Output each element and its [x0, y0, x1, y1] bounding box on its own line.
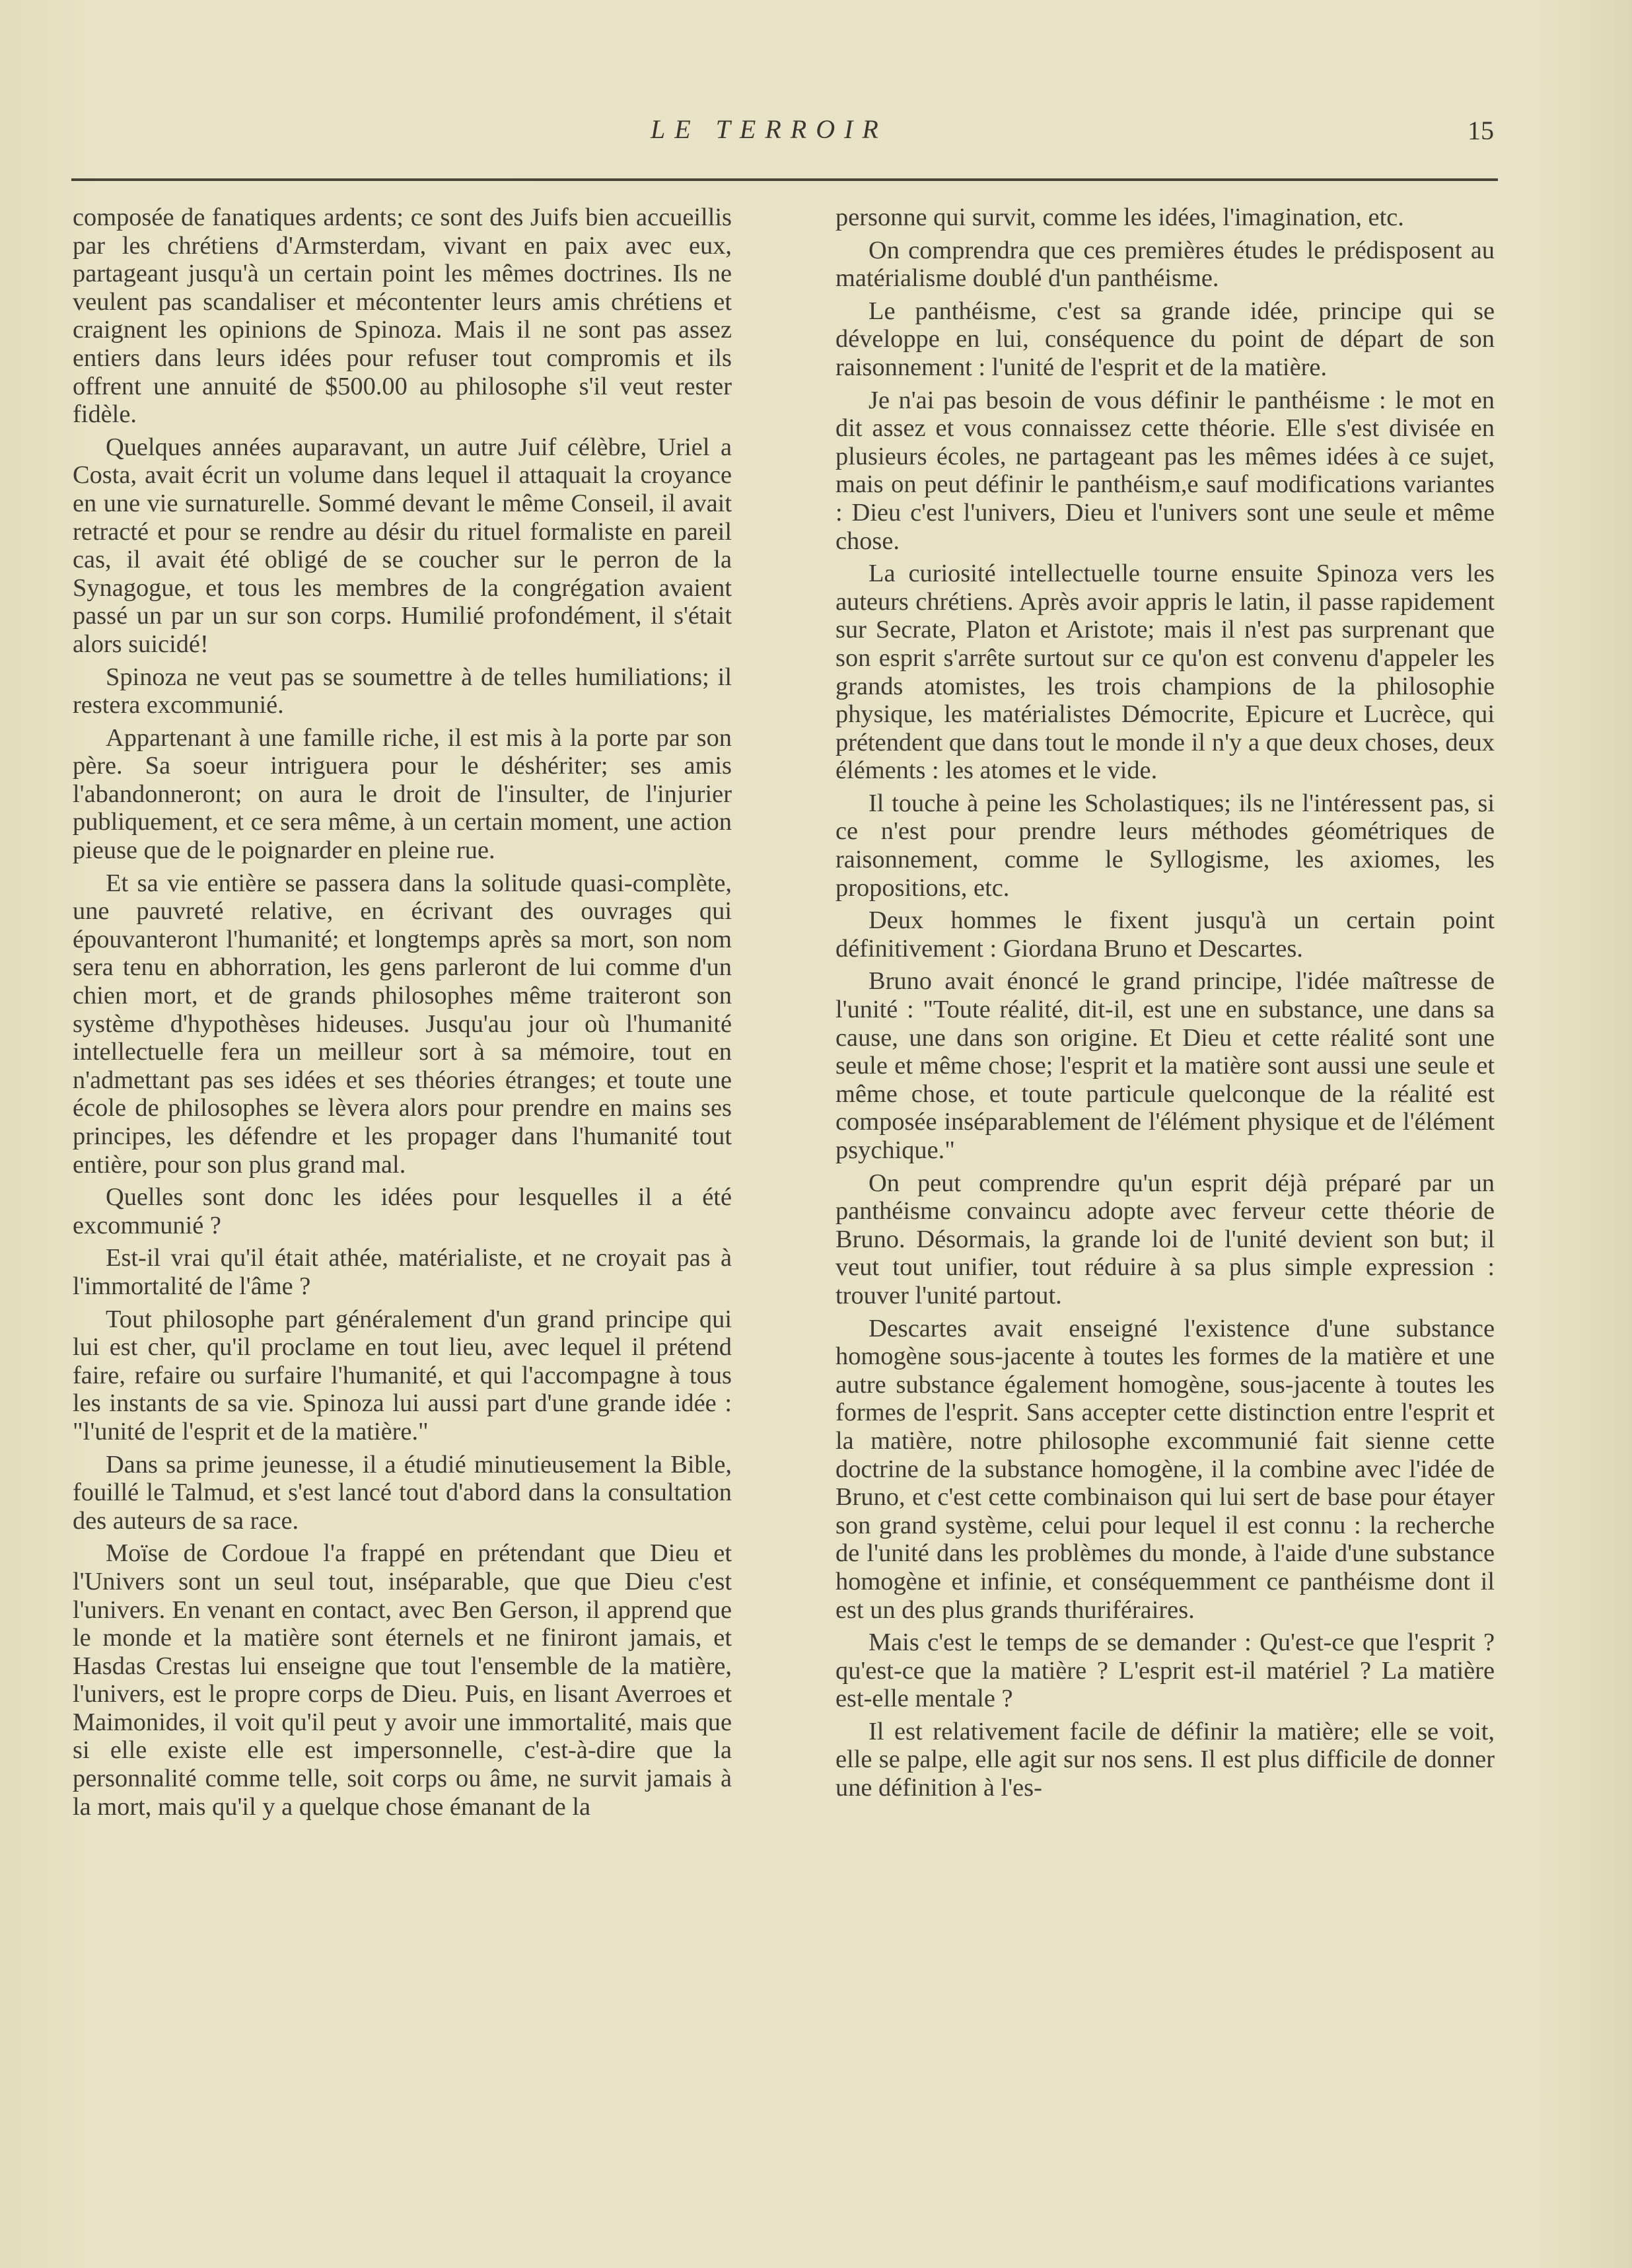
paragraph: Moïse de Cordoue l'a frappé en prétendant que Dieu et l'Univers sont un seul tout, inséparable, que que Dieu c'est l'univers. En venant en contact, avec Ben Gerson, il apprend que le monde et la matière sont éternels et ne finiront jamais, et Hasdas Crestas lui enseigne que tout l'ensemble de la matière, l'univers, est le propre corps de Dieu. Puis, en lisant Averroes et Maimonides, il voit qu'il peut y avoir une immortalité, mais que si elle existe elle est impersonnelle, c'est-à-dire que la personnalité comme telle, soit corps ou âme, ne survit jamais à la mort, mais qu'il y a quelque chose émanant de la	[73, 1539, 732, 1821]
paragraph: Je n'ai pas besoin de vous définir le panthéisme : le mot en dit assez et vous connaissez cette théorie. Elle s'est divisée en plusieurs écoles, ne partageant pas les mêmes idées à ce sujet, mais on peut définir le panthéism,e sauf modifications variantes : Dieu c'est l'univers, Dieu et l'univers sont une seule et même chose.	[835, 386, 1495, 555]
paragraph: Appartenant à une famille riche, il est mis à la porte par son père. Sa soeur intriguera pour le déshériter; ses amis l'abandonneront; on aura le droit de l'insulter, de l'injurier publiquement, et ce sera même, à un certain moment, une action pieuse que de le poignarder en pleine rue.	[73, 723, 732, 865]
paragraph: Mais c'est le temps de se demander : Qu'est-ce que l'esprit ? qu'est-ce que la matière ? L'esprit est-il matériel ? La matière est-elle mentale ?	[835, 1628, 1495, 1713]
paragraph: Il est relativement facile de définir la matière; elle se voit, elle se palpe, elle agit sur nos sens. Il est plus difficile de donner une définition à l'es-	[835, 1717, 1495, 1802]
paragraph: Tout philosophe part généralement d'un grand principe qui lui est cher, qu'il proclame en tout lieu, avec lequel il prétend faire, refaire ou surfaire l'humanité, et qui l'accompagne à tous les instants de sa vie. Spinoza lui aussi part d'une grande idée : "l'unité de l'esprit et de la matière."	[73, 1305, 732, 1445]
paragraph: Deux hommes le fixent jusqu'à un certain point définitivement : Giordana Bruno et Descartes.	[835, 906, 1495, 963]
paragraph: Quelles sont donc les idées pour lesquelles il a été excommunié ?	[73, 1183, 732, 1239]
paragraph: Bruno avait énoncé le grand principe, l'idée maîtresse de l'unité : "Toute réalité, dit-il, est une en substance, une dans sa cause, une dans son origine. Et Dieu et cette réalité sont une seule et même chose; l'esprit et la matière sont aussi une seule et même chose, et toute particule quelconque de la réalité est composée inséparablement de l'élément physique et de l'élément psychique."	[835, 967, 1495, 1164]
paragraph: Spinoza ne veut pas se soumettre à de telles humiliations; il restera excommunié.	[73, 663, 732, 719]
running-title: LE TERROIR	[651, 114, 888, 144]
page-number: 15	[1468, 116, 1494, 145]
paragraph: On peut comprendre qu'un esprit déjà préparé par un panthéisme convaincu adopte avec ferveur cette théorie de Bruno. Désormais, la grande loi de l'unité devient son but; il veut tout unifier, tout réduire à sa plus simple expression : trouver l'unité partout.	[835, 1169, 1495, 1309]
left-column	[73, 203, 732, 1825]
paragraph: composée de fanatiques ardents; ce sont des Juifs bien accueillis par les chrétiens d'Armsterdam, vivant en paix avec eux, partageant jusqu'à un certain point les mêmes doctrines. Ils ne veulent pas scandaliser et mécontenter leurs amis chrétiens et craignent les opinions de Spinoza. Mais il ne sont pas assez entiers dans leurs idées pour refuser tout compromis et ils offrent une annuité de $500.00 au philosophe s'il veut rester fidèle.	[73, 203, 732, 429]
paragraph: Quelques années auparavant, un autre Juif célèbre, Uriel a Costa, avait écrit un volume dans lequel il attaquait la croyance en une vie surnaturelle. Sommé devant le même Conseil, il avait retracté et pour se rendre au désir du rituel formaliste en pareil cas, il avait été obligé de se coucher sur le perron de la Synagogue, et tous les membres de la congrégation avaient passé un par un sur son corps. Humilié profondément, il s'était alors suicidé!	[73, 433, 732, 658]
paragraph: On comprendra que ces premières études le prédisposent au matérialisme doublé d'un panthéisme.	[835, 236, 1495, 293]
paragraph: Il touche à peine les Scholastiques; ils ne l'intéressent pas, si ce n'est pour prendre leurs méthodes géométriques de raisonnement, comme le Syllogisme, les axiomes, les propositions, etc.	[835, 789, 1495, 902]
paragraph: Dans sa prime jeunesse, il a étudié minutieusement la Bible, fouillé le Talmud, et s'est lancé tout d'abord dans la consultation des auteurs de sa race.	[73, 1450, 732, 1535]
paragraph: La curiosité intellectuelle tourne ensuite Spinoza vers les auteurs chrétiens. Après avoir appris le latin, il passe rapidement sur Secrate, Platon et Aristote; mais il n'est pas surprenant que son esprit s'arrête surtout sur ce qu'on est convenu d'appeler les grands atomistes, les trois champions de la philosophie physique, les matérialistes Démocrite, Epicure et Lucrèce, qui prétendent que dans tout le monde il n'y a que deux choses, deux éléments : les atomes et le vide.	[835, 560, 1495, 785]
running-head	[0, 114, 1632, 153]
paragraph: personne qui survit, comme les idées, l'imagination, etc.	[835, 203, 1404, 231]
paragraph: Et sa vie entière se passera dans la solitude quasi-complète, une pauvreté relative, en écrivant des ouvrages qui épouvanteront l'humanité; et longtemps après sa mort, son nom sera tenu en abhorration, les gens parleront de lui comme d'un chien mort, et de grands philosophes même traiteront son système d'hypothèses hideuses. Jusqu'au jour où l'humanité intellectuelle fera un meilleur sort à sa mémoire, tout en n'admettant pas ses idées et ses théories étranges; et toute une école de philosophes se lèvera alors pour prendre en mains ses principes, les défendre et les propager dans l'humanité tout entière, pour son plus grand mal.	[73, 869, 732, 1179]
right-column	[835, 203, 1495, 1807]
paragraph: Est-il vrai qu'il était athée, matérialiste, et ne croyait pas à l'immortalité de l'âme ?	[73, 1244, 732, 1300]
header-rule	[71, 178, 1498, 181]
paragraph: Le panthéisme, c'est sa grande idée, principe qui se développe en lui, conséquence du point de départ de son raisonnement : l'unité de l'esprit et de la matière.	[835, 297, 1495, 381]
paragraph: Descartes avait enseigné l'existence d'une substance homogène sous-jacente à toutes les formes de la matière et une autre substance également homogène, sous-jacente à toutes les formes de l'esprit. Sans accepter cette distinction entre l'esprit et la matière, notre philosophe excommunié fait sienne cette doctrine de la substance homogène, il la combine avec l'idée de Bruno, et c'est cette combinaison qui lui sert de base pour étayer son grand système, celui pour lequel il est connu : la recherche de l'unité dans les problèmes du monde, à l'aide d'une substance homogène et infinie, et conséquemment ce panthéisme dont il est un des plus grands thuriféraires.	[835, 1314, 1495, 1624]
